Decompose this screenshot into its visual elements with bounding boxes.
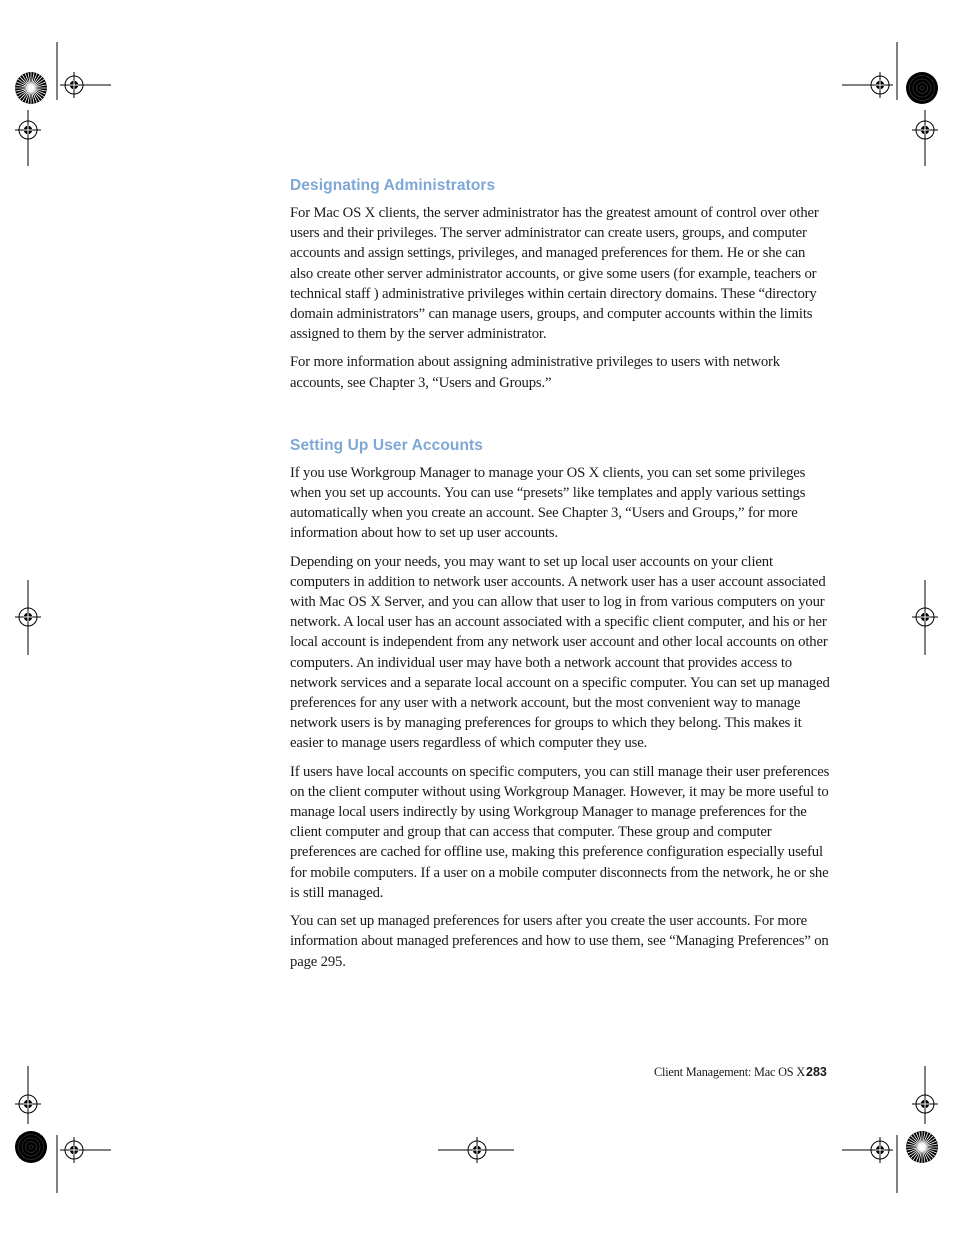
paragraph: You can set up managed preferences for users after you create the user accounts. For more information about managed preferences and how to use them, see “Managing Preferences” on page 295. (290, 913, 829, 970)
section-heading-setting-up-user-accounts: Setting Up User Accounts (290, 436, 484, 454)
paragraph: For more information about assigning administrative privileges to users with network accounts, see Chapter 3, “Users and Groups.” (290, 354, 780, 391)
paragraph: If users have local accounts on specific computers, you can still manage their user preferences on the client computer without using Workgroup Manager. However, it may be more useful to manage local users indirectly by using Workgroup Manager to manage preferences for the client computer and group that can access that computer. These group and computer preferences are cached for offline use, making this preference configuration especially useful for mobile computers. If a user on a mobile computer disconnects from the network, he or she is still managed. (290, 763, 830, 901)
footer-chapter-title: Client Management: Mac OS X (653, 1065, 805, 1079)
section-heading-designating-administrators: Designating Administrators (290, 177, 496, 194)
paragraph: If you use Workgroup Manager to manage your OS X clients, you can set some privileges when you set up accounts. You can use “presets” like templates and apply various settings automatically when you create an account. See Chapter 3, “Users and Groups,” for more information about how to set up user accounts. (290, 464, 806, 542)
paragraph: Depending on your needs, you may want to set up local user accounts on your client computers in addition to network user accounts. A network user has a user account associated with Mac OS X Server, and you can allow that user to log in from various computers on your network. A local user has an account associated with a specific client computer, and his or her local account is independent from any network user account and other local accounts on other computers. An individual user may have both a network account that provides access to network services and a separate local account on a specific computer. You can set up managed preferences for any user with a network account, but the most convenient way to manage network users is by managing preferences for groups to which they belong. This makes it easier to manage users regardless of which computer they use. (290, 553, 830, 752)
page-content (290, 170, 830, 972)
paragraph: For Mac OS X clients, the server administrator has the greatest amount of control over other users and their privileges. The server administrator can create users, groups, and computer accounts and assign settings, privileges, and managed preferences for them. He or she can also create other server administrator accounts, or give some users (for example, teachers or technical staff ) administrative privileges within certain directory domains. These “directory domain administrators” can manage users, groups, and computer accounts within the limits assigned to them by the server administrator. (290, 205, 819, 343)
page-number: 283 (806, 1065, 827, 1079)
